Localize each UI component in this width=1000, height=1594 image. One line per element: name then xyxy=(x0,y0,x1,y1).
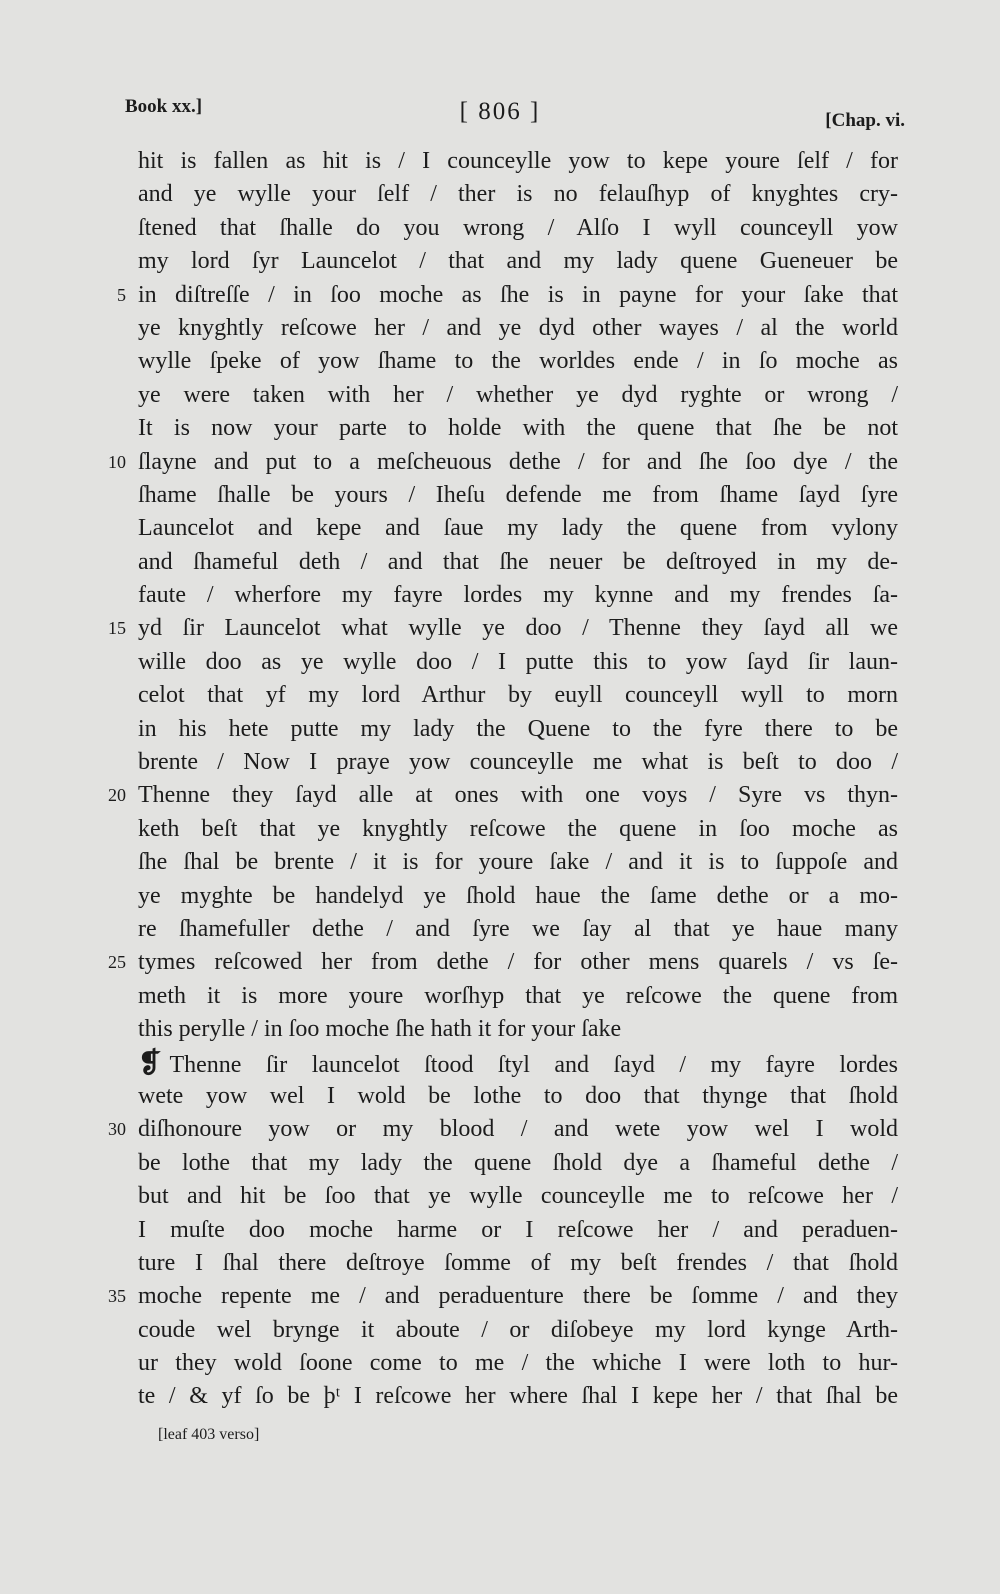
line-content: ture I ſhal there deſtroye ſomme of my beſt frendes / that ſhold xyxy=(138,1249,898,1276)
line-content: ye were taken with her / whether ye dyd ryghte or wrong / xyxy=(138,381,898,408)
line-content: but and hit be ſoo that ye wylle counceylle me to reſcowe her / xyxy=(138,1183,898,1210)
line-content: te / & yf ſo be þᵗ I reſcowe her where ſhal I kepe her / that ſhal be xyxy=(138,1383,898,1410)
line-text xyxy=(138,1180,898,1213)
line-text xyxy=(138,245,898,278)
text-line xyxy=(0,1147,1000,1180)
line-text xyxy=(138,846,898,879)
line-number: 35 xyxy=(108,1286,126,1307)
line-text xyxy=(138,913,898,946)
text-line xyxy=(0,345,1000,378)
text-line xyxy=(0,1314,1000,1347)
line-content: in diſtreſſe / in ſoo moche as ſhe is in payne for your ſake that xyxy=(138,281,898,308)
line-text xyxy=(138,1247,898,1280)
line-text xyxy=(138,446,898,479)
line-content: wylle ſpeke of yow ſhame to the worldes ende / in ſo moche as xyxy=(138,348,898,375)
line-text xyxy=(138,145,898,178)
line-text xyxy=(138,1080,898,1113)
line-content: I muſte doo moche harme or I reſcowe her / and peraduen- xyxy=(138,1216,898,1243)
text-line xyxy=(0,512,1000,545)
line-number: 20 xyxy=(108,785,126,806)
text-line xyxy=(0,579,1000,612)
text-line xyxy=(0,446,1000,479)
line-text xyxy=(138,779,898,812)
line-content: my lord ſyr Launcelot / that and my lady quene Gueneuer be xyxy=(138,248,898,275)
line-content: ſhe ſhal be brente / it is for youre ſake / and it is to ſuppoſe and xyxy=(138,849,898,876)
text-line xyxy=(0,713,1000,746)
text-line xyxy=(0,1180,1000,1213)
line-content: ſtened that ſhalle do you wrong / Alſo I wyll counceyll yow xyxy=(138,214,898,241)
line-content: Launcelot and kepe and ſaue my lady the quene from vylony xyxy=(138,515,898,542)
text-line xyxy=(0,1214,1000,1247)
body-text xyxy=(0,145,1000,1414)
line-text xyxy=(138,312,898,345)
text-line xyxy=(0,312,1000,345)
line-text xyxy=(138,713,898,746)
text-line xyxy=(0,279,1000,312)
text-line xyxy=(0,1013,1000,1046)
line-text xyxy=(138,279,898,312)
text-line xyxy=(0,1080,1000,1113)
line-content: keth beſt that ye knyghtly reſcowe the quene in ſoo moche as xyxy=(138,815,898,842)
line-content: ſlayne and put to a meſcheuous dethe / for and ſhe ſoo dye / the xyxy=(138,448,898,475)
line-content: It is now your parte to holde with the quene that ſhe be not xyxy=(138,415,898,442)
text-line xyxy=(0,679,1000,712)
line-content: and ſhameful deth / and that ſhe neuer be deſtroyed in my de- xyxy=(138,548,898,575)
line-content: this perylle / in ſoo moche ſhe hath it for your ſake xyxy=(138,1016,622,1043)
line-text xyxy=(138,1113,898,1146)
text-line xyxy=(0,412,1000,445)
line-content: diſhonoure yow or my blood / and wete yow wel I wold xyxy=(138,1116,898,1143)
line-text xyxy=(138,1147,898,1180)
line-text xyxy=(138,1214,898,1247)
line-content: ye knyghtly reſcowe her / and ye dyd other wayes / al the world xyxy=(138,314,898,341)
line-content: brente / Now I praye yow counceylle me what is beſt to doo / xyxy=(138,749,898,776)
line-content: hit is fallen as hit is / I counceylle yow to kepe youre ſelf / for xyxy=(138,148,898,174)
line-number: 10 xyxy=(108,451,126,472)
line-content: faute / wherfore my fayre lordes my kynne and my frendes ſa- xyxy=(138,582,898,609)
line-content: Thenne they ſayd alle at ones with one voys / Syre vs thyn- xyxy=(138,782,898,809)
text-line xyxy=(0,479,1000,512)
book-number-header: Book xx.] xyxy=(125,96,203,117)
text-line xyxy=(0,980,1000,1013)
line-content: coude wel brynge it aboute / or diſobeye my lord kynge Arth- xyxy=(138,1316,898,1343)
text-line xyxy=(0,646,1000,679)
line-text xyxy=(138,212,898,245)
text-line xyxy=(0,612,1000,645)
chapter-header: [Chap. vi. xyxy=(825,110,905,131)
line-text xyxy=(138,345,898,378)
text-line xyxy=(0,913,1000,946)
line-text xyxy=(138,813,898,846)
line-text xyxy=(138,178,898,211)
text-line xyxy=(0,212,1000,245)
text-line xyxy=(0,1047,1000,1080)
line-content: and ye wylle your ſelf / ther is no felauſhyp of knyghtes cry- xyxy=(138,181,898,208)
line-number: 25 xyxy=(108,952,126,973)
line-text xyxy=(138,379,898,412)
text-line xyxy=(0,145,1000,178)
line-content: celot that yf my lord Arthur by euyll counceyll wyll to morn xyxy=(138,682,898,709)
line-content: ur they wold ſoone come to me / the whiche I were loth to hur- xyxy=(138,1350,898,1377)
line-text xyxy=(138,1047,898,1082)
text-line xyxy=(0,1113,1000,1146)
line-text xyxy=(138,1380,898,1413)
line-number: 5 xyxy=(117,284,126,305)
line-content: be lothe that my lady the quene ſhold dye a ſhameful dethe / xyxy=(138,1149,898,1176)
line-content: ſhame ſhalle be yours / Iheſu defende me from ſhame ſayd ſyre xyxy=(138,481,898,508)
line-text xyxy=(138,679,898,712)
line-text xyxy=(138,746,898,779)
text-line xyxy=(0,245,1000,278)
leaf-note: [leaf 403 verso] xyxy=(158,1426,260,1443)
line-text xyxy=(138,479,898,512)
line-content: re ſhamefuller dethe / and ſyre we ſay al that ye haue many xyxy=(138,915,898,942)
text-line xyxy=(0,746,1000,779)
line-content: tymes reſcowed her from dethe / for other mens quarels / vs ſe- xyxy=(138,949,898,976)
text-line xyxy=(0,1347,1000,1380)
text-line xyxy=(0,178,1000,211)
line-text xyxy=(138,579,898,612)
text-line xyxy=(0,546,1000,579)
line-text xyxy=(138,880,898,913)
line-text xyxy=(138,1347,898,1380)
line-content: Thenne ſir launcelot ſtood ſtyl and ſayd / my fayre lordes xyxy=(169,1051,898,1078)
line-content: wille doo as ye wylle doo / I putte this to yow ſayd ſir laun- xyxy=(138,648,898,675)
line-text xyxy=(138,1013,898,1046)
page-number-header: [ 806 ] xyxy=(459,98,541,125)
text-line xyxy=(0,1247,1000,1280)
text-line xyxy=(0,946,1000,979)
text-line xyxy=(0,813,1000,846)
line-text xyxy=(138,612,898,645)
text-line xyxy=(0,846,1000,879)
line-text xyxy=(138,546,898,579)
line-text xyxy=(138,1280,898,1313)
line-content: meth it is more youre worſhyp that ye reſcowe the quene from xyxy=(138,982,898,1009)
line-text xyxy=(138,946,898,979)
paragraph-mark-icon: ❡ xyxy=(138,1047,162,1079)
text-line xyxy=(0,1280,1000,1313)
line-content: ye myghte be handelyd ye ſhold haue the ſame dethe or a mo- xyxy=(138,882,898,909)
line-number: 15 xyxy=(108,618,126,639)
line-content: wete yow wel I wold be lothe to doo that thynge that ſhold xyxy=(138,1082,898,1109)
line-number: 30 xyxy=(108,1119,126,1140)
text-line xyxy=(0,880,1000,913)
line-text xyxy=(138,412,898,445)
line-content: yd ſir Launcelot what wylle ye doo / Thenne they ſayd all we xyxy=(138,615,898,642)
line-text xyxy=(138,646,898,679)
line-content: in his hete putte my lady the Quene to the fyre there to be xyxy=(138,715,898,742)
line-text xyxy=(138,980,898,1013)
text-line xyxy=(0,1380,1000,1413)
line-text xyxy=(138,512,898,545)
text-line xyxy=(0,779,1000,812)
line-text xyxy=(138,1314,898,1347)
text-line xyxy=(0,379,1000,412)
line-content: moche repente me / and peraduenture there be ſomme / and they xyxy=(138,1283,898,1310)
